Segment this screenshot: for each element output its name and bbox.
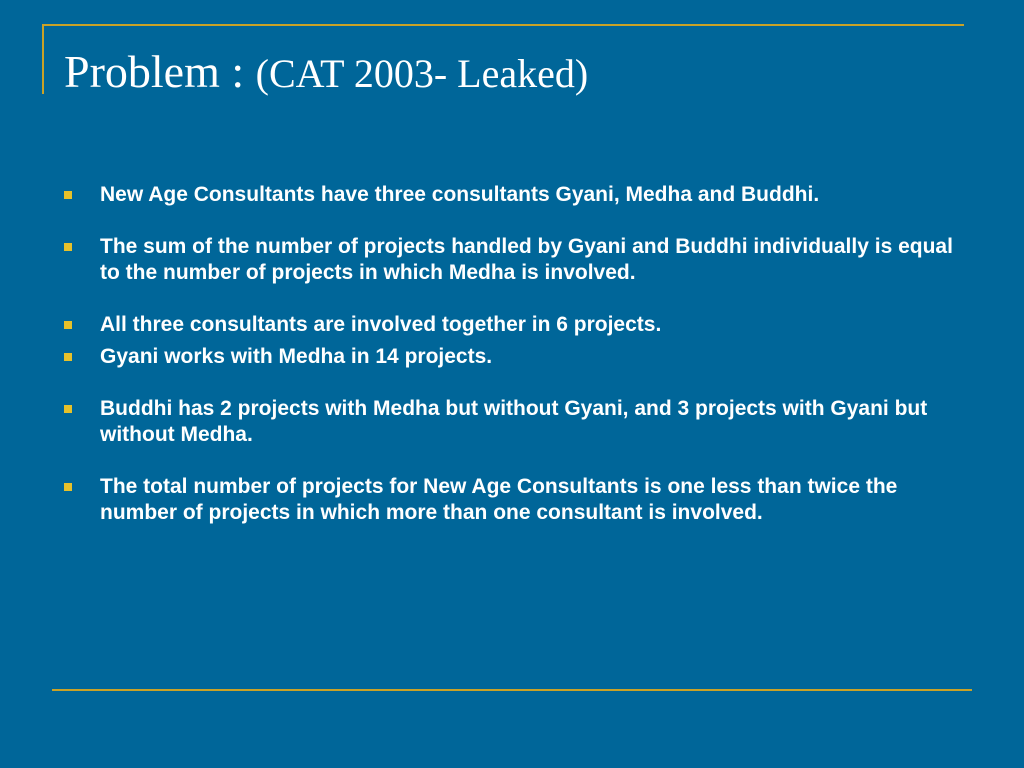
left-divider-line [42,24,44,94]
bullet-text: The sum of the number of projects handled by Gyani and Buddhi individually is equal to the number of projects in which Medha is involved. [100,235,953,284]
bullet-item [64,182,964,208]
square-bullet-icon [64,353,72,361]
bullet-item [64,474,964,526]
top-divider-line [42,24,964,26]
square-bullet-icon [64,321,72,329]
square-bullet-icon [64,243,72,251]
bullet-item [64,312,964,338]
square-bullet-icon [64,191,72,199]
bullet-text: Gyani works with Medha in 14 projects. [100,345,493,368]
bullet-item [64,344,964,370]
bullet-item [64,234,964,286]
bullet-text: Buddhi has 2 projects with Medha but without Gyani, and 3 projects with Gyani but without Medha. [100,397,928,446]
slide-title-sub: (CAT 2003- Leaked) [255,51,589,96]
square-bullet-icon [64,405,72,413]
slide-title-main: Problem : [64,46,256,97]
bullet-text: New Age Consultants have three consultants Gyani, Medha and Buddhi. [100,183,820,206]
square-bullet-icon [64,483,72,491]
bullet-text: The total number of projects for New Age Consultants is one less than twice the number of projects in which more than one consultant is involved. [100,475,898,524]
bottom-divider-line [52,689,972,691]
bullet-list [64,182,964,526]
slide-title [64,42,588,104]
bullet-item [64,396,964,448]
bullet-text: All three consultants are involved together in 6 projects. [100,313,662,336]
